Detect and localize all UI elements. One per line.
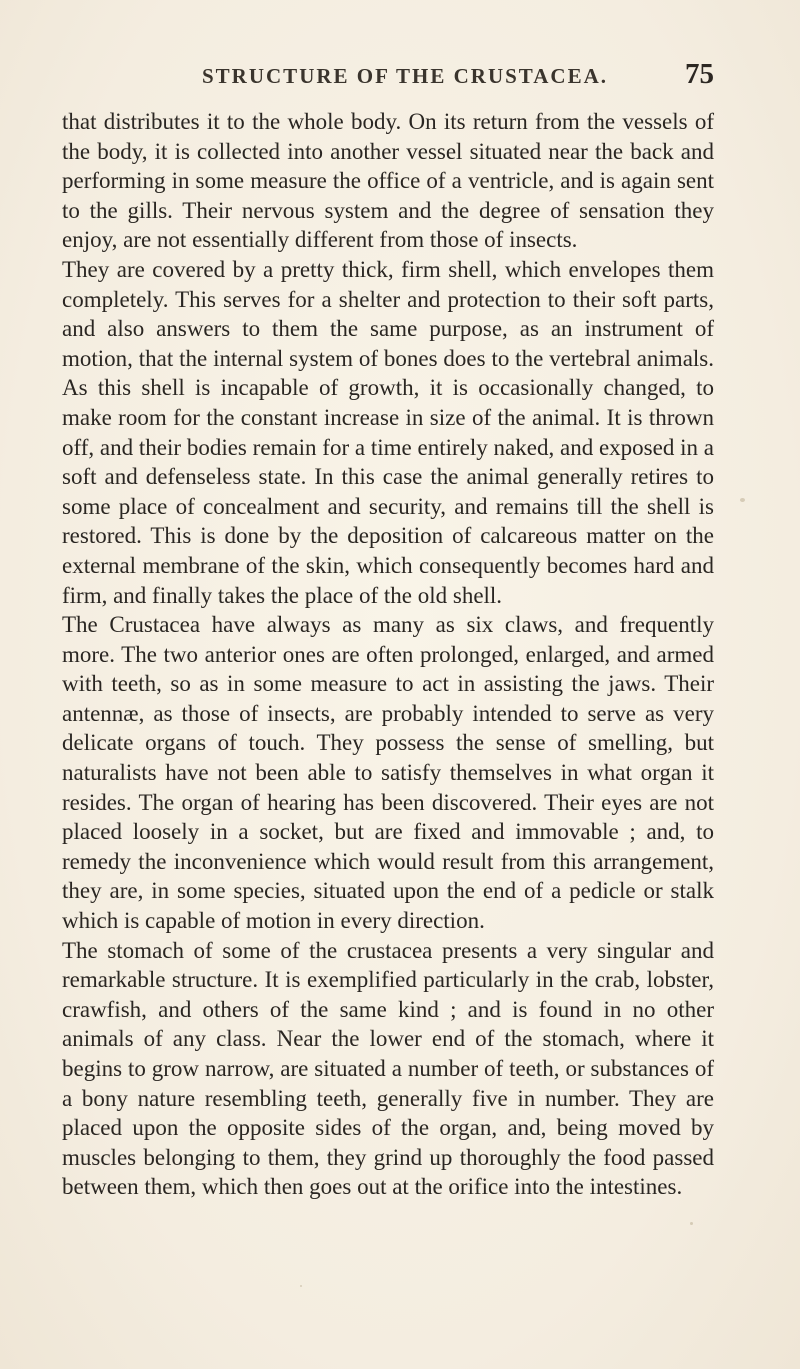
paragraph-3: The Crustacea have always as many as six claws, and frequently more. The two anterior ones are often prolonged, enlarged, and armed with teeth, so as in some measure to act in assisting the jaws. Their antennæ, as those of insects, are probably intended to serve as very delicate organs of touch. They possess the sense of smelling, but naturalists have not been able to satisfy themselves in what organ it resides. The organ of hearing has been discovered. Their eyes are not placed loosely in a socket, but are fixed and immovable ; and, to remedy the inconvenience which would result from this arrangement, they are, in some species, situated upon the end of a pedicle or stalk which is capable of motion in every direction. [62,612,714,934]
paragraph-4: The stomach of some of the crustacea presents a very singular and remarkable structure. It is exemplified particularly in the crab, lobster, crawfish, and others of the same kind ; and is found in no other animals of any class. Near the lower end of the stomach, where it begins to grow narrow, are situated a number of teeth, or substances of a bony nature resembling teeth, generally five in number. They are placed upon the opposite sides of the organ, and, being moved by muscles belonging to them, they grind up thoroughly the food passed between them, which then goes out at the orifice into the intestines. [62,937,714,1200]
page-number: 75 [685,58,714,90]
paper-speck [740,498,745,502]
paper-speck [300,1285,302,1287]
paper-speck [690,1222,693,1225]
paragraph-1: that distributes it to the whole body. On its return from the vessels of the body, it is collected into another vessel situated near the back and performing in some measure the office of a ventricle, and is again sent to the gills. Their nervous system and the degree of sensation they enjoy, are not essentially different from those of insects. [62,109,714,253]
paragraph-2: They are covered by a pretty thick, firm shell, which envelopes them completely. This serves for a shelter and protection to their soft parts, and also answers to them the same purpose, as an instrument of motion, that the internal system of bones does to the vertebral animals. As this shell is incapable of growth, it is occasionally changed, to make room for the constant increase in size of the animal. It is thrown off, and their bodies remain for a time entirely naked, and exposed in a soft and defenseless state. In this case the animal generally retires to some place of concealment and security, and remains till the shell is restored. This is done by the deposition of calcareous matter on the external membrane of the skin, which consequently becomes hard and firm, and finally takes the place of the old shell. [62,256,714,608]
body-text [62,107,714,1202]
running-title: STRUCTURE OF THE CRUSTACEA. [202,64,609,88]
running-head [62,58,714,98]
